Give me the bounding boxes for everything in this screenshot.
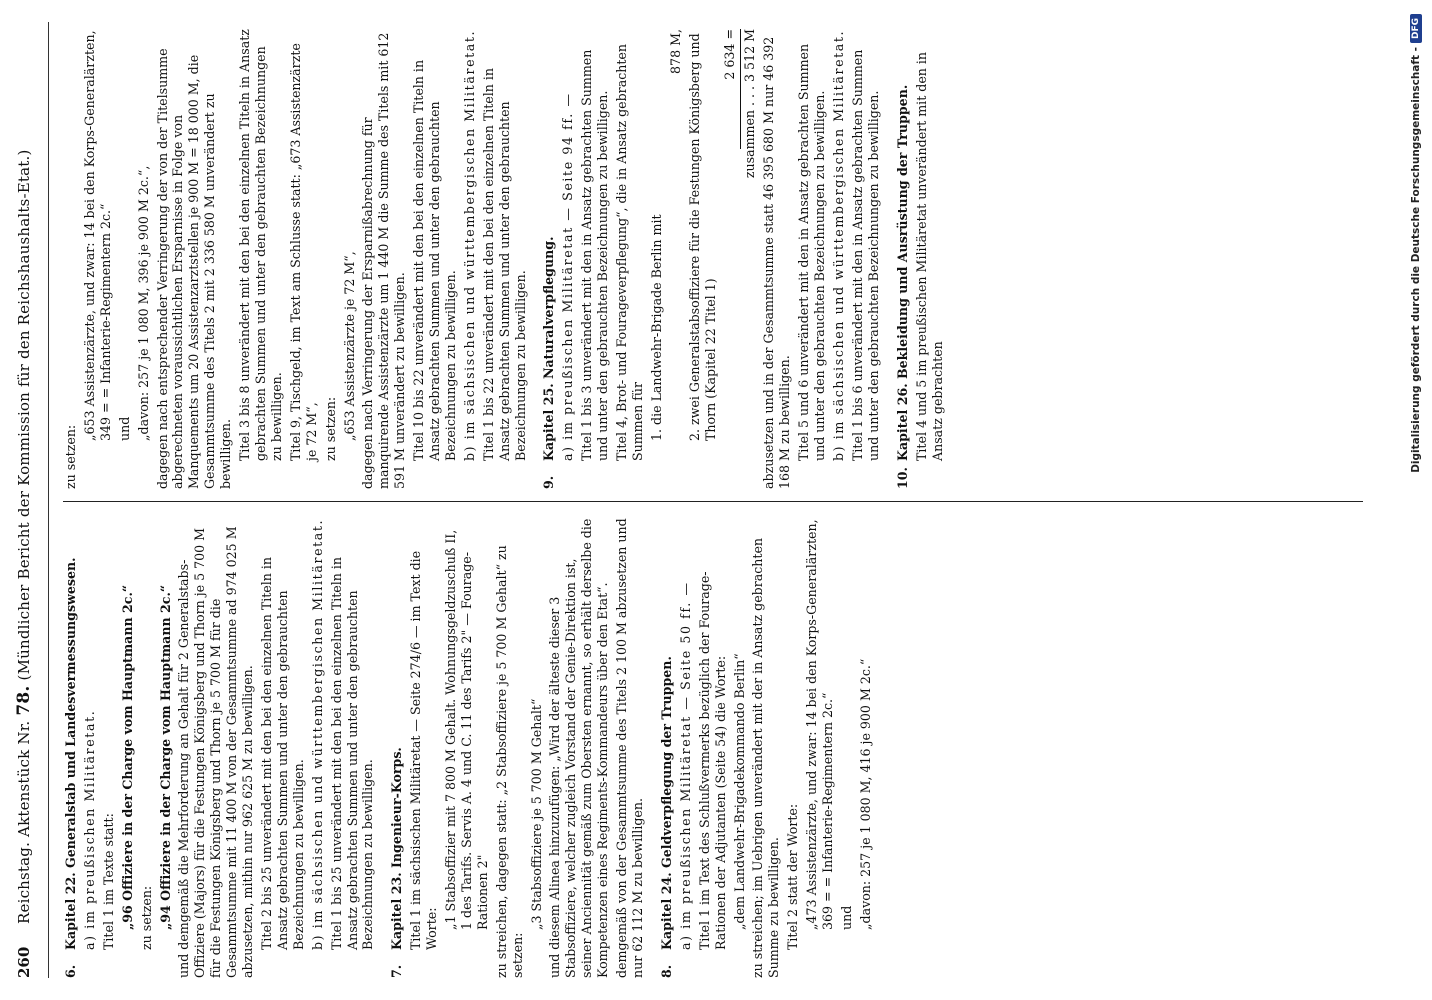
paragraph-text: Titel 9, Tischgeld, im Text am Schlusse statt: „673 Assistenzärzte je 72 M“, <box>287 43 319 461</box>
paragraph-text: „3 Stabsoffiziere je 5 700 M Gehalt“ <box>528 698 544 930</box>
paragraph-text: zu streichen, dagegen statt: „2 Stabsoffiziere je 5 700 M Gehalt“ zu setzen: <box>493 545 525 978</box>
paragraph <box>288 29 320 489</box>
running-title: Reichstag. Aktenstück Nr. <box>15 720 33 924</box>
sum-line <box>722 29 738 489</box>
paragraph-text: zu setzen: <box>138 885 154 950</box>
paragraph <box>82 29 114 489</box>
sum-value: zusammen . . . 3 512 M <box>742 29 758 179</box>
paragraph-text: a) im preußischen Militäretat. <box>81 709 97 950</box>
paragraph-text: „1 Stabsoffizier mit 7 800 M Gehalt. Wohnungsgeldzuschuß II, 1 des Tarifs. Servis A. 4 und C. 11 des Tarifs 2" — Fourage-Rationen 2" <box>443 529 490 930</box>
paragraph-text: Titel 1 bis 3 unverändert mit den in Ansatz gebrachten Summen und unter den gebrauchten Bezeichnungen zu bewilligen. <box>579 49 611 461</box>
paragraph <box>82 518 98 978</box>
section-number: 7. <box>389 964 405 978</box>
paragraph <box>804 518 836 978</box>
paragraph <box>329 518 377 978</box>
section-gap <box>531 29 541 489</box>
left-column <box>63 518 1363 978</box>
document-number: 78. <box>14 685 34 716</box>
paragraph <box>858 518 874 978</box>
credit-rotator <box>1400 0 1432 1000</box>
paragraph-text: zu streichen; im Uebrigen unverändert mit der in Ansatz gebrachten Summe zu bewilligen. <box>750 537 782 978</box>
paragraph-text: „96 Offiziere in der Charge vom Hauptmann 2c.“ <box>119 584 135 930</box>
paragraph-text: Titel 1 bis 25 unverändert mit den bei den einzelnen Titeln in Ansatz gebrachten Summen und unter den gebrauchten Bezeichnungen zu bewilligen. <box>328 556 376 950</box>
paragraph <box>494 518 526 978</box>
paragraph <box>155 29 235 489</box>
paragraph-text: zu setzen: <box>63 424 78 489</box>
paragraph <box>411 29 459 489</box>
paragraph-text: und diesem Alinea hinzuzufügen: „Wird der älteste dieser 3 Stabsoffiziere, welcher zugleich Vorstand der Genie-Direktion ist, seiner Anciennität gemäß zum Obersten ernannt, so erhält derselbe die Kompetenzen eines Regiments-Kommandeurs über den Etat“. <box>547 518 611 978</box>
section-gap <box>379 518 389 978</box>
paragraph <box>785 518 801 978</box>
right-column <box>63 29 1363 502</box>
paragraph <box>259 518 307 978</box>
paragraph-text: und <box>116 416 132 441</box>
paragraph <box>360 29 408 489</box>
sum-rule <box>740 29 741 149</box>
paragraph-text: „davon: 257 je 1 080 M, 396 je 900 M 2c.“, <box>135 165 151 441</box>
paragraph-text: Titel 1 im Text des Schlußvermerks bezüglich der Fourage-Rationen der Adjutanten (Seite 54) die Worte: <box>696 571 728 950</box>
paragraph <box>668 29 684 489</box>
paragraph <box>732 518 748 978</box>
text-columns <box>63 22 1363 978</box>
paragraph-text: b) im sächsischen und württembergischen Militäretat. <box>309 518 325 950</box>
paragraph <box>761 29 793 489</box>
paragraph-text: Kapitel 25. Naturalverpflegung. <box>541 236 557 461</box>
section-heading <box>120 518 136 978</box>
credit-text: Digitalisierung gefördert durch die Deutsche Forschungsgemeinschaft - <box>1410 47 1422 473</box>
paragraph-text: 1. die Landwehr-Brigade Berlin mit <box>648 214 664 441</box>
paragraph <box>529 518 545 978</box>
paragraph-text: Titel 3 bis 8 unverändert mit den bei den einzelnen Titeln in Ansatz gebrachten Summen und unter den gebrauchten Bezeichnungen zu bewilligen. <box>237 29 284 461</box>
paragraph <box>560 29 576 489</box>
paragraph-text: Kapitel 22. Generalstab und Landesvermessungswesen. <box>63 557 78 950</box>
paragraph <box>839 518 855 978</box>
paragraph <box>649 29 665 489</box>
section-number: 10. <box>894 467 910 489</box>
paragraph-text: abzusetzen und in der Gesammtsumme statt 46 395 680 M nur 46 392 168 M zu bewilligen. <box>761 36 793 489</box>
section-gap <box>885 29 895 489</box>
paragraph-text: dagegen nach Verringerung der Ersparnißabrechnung für manquirende Assistenzärzte um 1 440 M die Summe des Titels mit 612 591 M unverändert zu bewilligen. <box>360 32 408 489</box>
paragraph-text: Kapitel 24. Geldverpflegung der Truppen. <box>658 656 674 950</box>
paragraph-text: Titel 1 im sächsischen Militäretat — Seite 274/6 — im Text die Worte: <box>408 550 440 950</box>
paragraph-text: Titel 10 bis 22 unverändert mit den bei den einzelnen Titeln in Ansatz gebrachten Summen und unter den gebrauchten Bezeichnungen zu bewilligen. <box>411 59 458 461</box>
paragraph <box>678 518 694 978</box>
paragraph <box>176 518 256 978</box>
paragraph-text: und demgemäß die Mehrforderung an Gehalt für 2 Generalstabs-Offiziere (Majors) für die Festungen Königsberg und Thorn je 5 700 M für die Festungen Königsberg und Thorn je 5 700 M für die Gesammtsumme mit 11 400 M von der Gesammtsumme ad 974 025 M abzusetzen, mithin nur 962 625 M zu bewilligen. <box>176 526 256 978</box>
section-heading <box>895 29 911 489</box>
paragraph-text: zu setzen: <box>322 396 338 461</box>
paragraph-text: 878 M, <box>667 29 683 74</box>
paragraph-text: Titel 1 bis 22 unverändert mit den bei den einzelnen Titeln in Ansatz gebrachten Summen und unter den gebrauchten Bezeichnungen zu bewilligen. <box>480 67 528 461</box>
paragraph <box>310 518 326 978</box>
section-number: 8. <box>658 964 674 978</box>
paragraph-text: a) im preußischen Militäretat — Seite 94 ff. — <box>560 92 576 461</box>
paragraph <box>117 29 133 489</box>
paragraph <box>237 29 285 489</box>
paragraph-text: „davon: 257 je 1 080 M, 416 je 900 M 2c.“ <box>857 658 873 930</box>
section-heading <box>158 518 174 978</box>
paragraph <box>462 29 478 489</box>
page-number: 260 <box>15 946 33 978</box>
paragraph <box>697 518 729 978</box>
paragraph <box>443 518 491 978</box>
paragraph-text: „dem Landwehr-Brigadekommando Berlin“ <box>731 653 747 930</box>
paragraph-text: „473 Assistenzärzte, und zwar: 14 bei den Korps-Generalärzten, 369 = = Infanterie-Regimentern 2c.“ <box>804 519 836 930</box>
paragraph <box>614 29 646 489</box>
paragraph-text: Kapitel 23. Ingenieur-Korps. <box>389 747 405 950</box>
paragraph-text: „94 Offiziere in der Charge vom Hauptmann 2c.“ <box>157 584 173 930</box>
digitization-credit-bar <box>1400 0 1432 1000</box>
paragraph <box>481 29 529 489</box>
paragraph <box>408 518 440 978</box>
paragraph-text: Titel 5 und 6 unverändert mit den in Ansatz gebrachten Summen und unter den gebrauchten Bezeichnungen zu bewilligen. <box>796 43 828 461</box>
paragraph <box>614 518 646 978</box>
paragraph-text: Titel 4, Brot- und Fourageverpflegung“, die in Ansatz gebrachten Summen für <box>614 44 645 461</box>
paragraph <box>323 29 339 489</box>
header-subtitle: (Mündlicher Bericht der Kommission für den Reichshaushalts-Etat.) <box>15 149 33 681</box>
paragraph <box>831 29 847 489</box>
paragraph <box>687 29 719 489</box>
paragraph <box>914 29 946 489</box>
paragraph-text: Titel 1 bis 6 unverändert mit den in Ansatz gebrachten Summen und unter den gebrauchten Bezeichnungen zu bewilligen. <box>849 49 881 461</box>
paragraph-text: 2. zwei Generalstabsoffiziere für die Festungen Königsberg und Thorn (Kapitel 22 Titel 1) <box>686 33 718 441</box>
paragraph-text: b) im sächsischen und württembergischen Militäretat. <box>830 29 846 461</box>
paragraph-text: b) im sächsischen und württembergischen Militäretat. <box>461 29 477 461</box>
paragraph-text: Titel 4 und 5 im preußischen Militäretat unverändert mit den in Ansatz gebrachten <box>913 51 945 461</box>
paragraph-text: „653 Assistenzärzte, und zwar: 14 bei den Korps-Generalärzten, 349 = = Infanterie-Regimentern 2c.“ <box>81 30 113 441</box>
paragraph <box>101 518 117 978</box>
paragraph <box>850 29 882 489</box>
section-number: 9. <box>541 475 557 489</box>
paragraph-text: „653 Assistenzärzte je 72 M“, <box>341 251 357 441</box>
paragraph-text: Titel 2 bis 25 unverändert mit den bei den einzelnen Titeln in Ansatz gebrachten Summen und unter den gebrauchten Bezeichnungen zu bewilligen. <box>258 556 306 950</box>
section-heading <box>541 29 557 489</box>
paragraph <box>579 29 611 489</box>
paragraph-text: dagegen nach entsprechender Verringerung der von der Titelsumme abgerechneten voraussichtlichen Ersparnisse in Folge von Manquements um 20 Assistenzarztstellen je 900 M = 18 000 M, die Gesammtsumme des Titels 2 mit 2 336 580 M unverändert zu bewilligen. <box>154 48 234 489</box>
paragraph-text: und <box>838 905 854 930</box>
paragraph <box>796 29 828 489</box>
running-title-group <box>14 149 34 924</box>
paragraph <box>750 518 782 978</box>
paragraph <box>139 518 155 978</box>
page-header <box>14 22 49 978</box>
paragraph-text: demgemäß von der Gesammtsumme des Titels 2 100 M abzusetzen und nur 62 112 M zu bewilligen. <box>614 518 645 978</box>
dfg-logo: DFG <box>1410 14 1422 43</box>
paragraph-text: Titel 1 im Texte statt: <box>100 813 116 950</box>
section-heading <box>63 518 79 978</box>
paragraph <box>342 29 358 489</box>
sum-line <box>742 29 758 489</box>
section-heading <box>389 518 405 978</box>
section-number: 6. <box>63 964 78 978</box>
paragraph-text: Titel 2 statt der Worte: <box>785 803 801 950</box>
paragraph <box>136 29 152 489</box>
paragraph-text: a) im preußischen Militäretat — Seite 50 ff. — <box>677 581 693 950</box>
paragraph <box>547 518 611 978</box>
section-gap <box>649 518 659 978</box>
sum-value: 2 634 = <box>721 29 737 80</box>
paragraph-text: Kapitel 26. Bekleidung und Ausrüstung der Truppen. <box>894 84 910 461</box>
paragraph <box>63 29 79 489</box>
section-heading <box>659 518 675 978</box>
